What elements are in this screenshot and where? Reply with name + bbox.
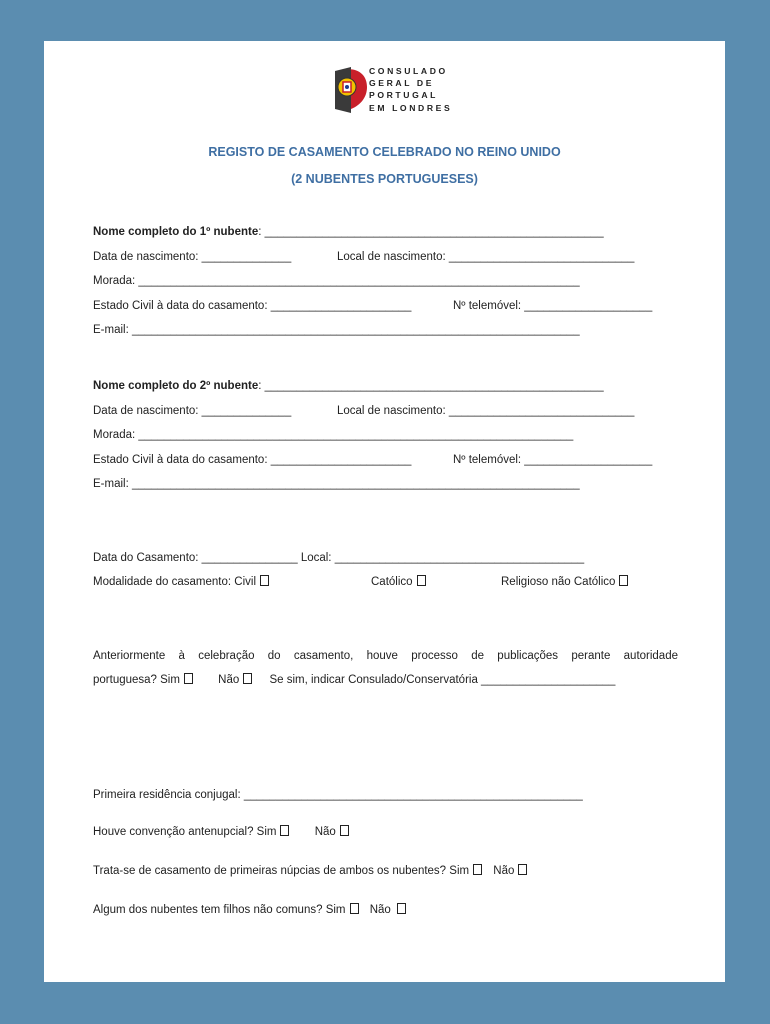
n1-name-label: Nome completo do 1º nubente: [93, 226, 259, 238]
children-yes-checkbox[interactable]: [350, 903, 359, 914]
n1-birth-row: [93, 249, 678, 265]
prenup-no-label: Não: [314, 826, 336, 838]
prenup-yes-label: Houve convenção antenupcial? Sim: [93, 826, 277, 838]
marriage-place-field[interactable]: Local: _______________________________________: [300, 552, 585, 564]
publications-no-checkbox[interactable]: [243, 673, 252, 684]
publications-yes-checkbox[interactable]: [184, 673, 193, 684]
prenup-no-checkbox[interactable]: [340, 825, 349, 836]
religious-label: Religioso não Católico: [501, 576, 616, 588]
n1-email-field[interactable]: E-mail: ______________________________________________________________________: [93, 324, 580, 336]
n1-pob-field[interactable]: Local de nascimento: _____________________________: [337, 251, 635, 263]
n2-phone-field[interactable]: Nº telemóvel: ____________________: [453, 454, 653, 466]
n2-name-label: Nome completo do 2º nubente: [93, 380, 259, 392]
publications-no-label: Não: [218, 674, 240, 686]
consulate-field[interactable]: Se sim, indicar Consulado/Conservatória _____________________: [269, 674, 616, 686]
marriage-type-row: [93, 574, 678, 590]
n2-pob-field[interactable]: Local de nascimento: _____________________________: [337, 405, 635, 417]
children-no-label: Não: [369, 904, 391, 916]
n2-birth-row: [93, 403, 678, 419]
n1-civil-field[interactable]: Estado Civil à data do casamento: ______________________: [93, 300, 412, 312]
first-yes-label: Trata-se de casamento de primeiras núpcias de ambos os nubentes? Sim: [93, 865, 470, 877]
consulate-logo: [329, 65, 469, 117]
n1-name-field[interactable]: Nome completo do 1º nubente: _____________________________________________________: [93, 226, 604, 238]
catholic-label: Católico: [371, 576, 413, 588]
portugal-coat-of-arms-icon: [329, 65, 369, 115]
n1-address-field[interactable]: Morada: _____________________________________________________________________: [93, 275, 580, 287]
marriage-date-row: [93, 550, 678, 566]
publications-question: Anteriormente à celebração do casamento, houve processo de publicações perante autoridade: [93, 650, 678, 662]
marriage-date-field[interactable]: Data do Casamento: _______________: [93, 552, 298, 564]
first-no-label: Não: [493, 865, 515, 877]
children-yes-label: Algum dos nubentes tem filhos não comuns? Sim: [93, 904, 346, 916]
form-title: REGISTO DE CASAMENTO CELEBRADO NO REINO UNIDO: [208, 145, 561, 159]
prenup-yes-checkbox[interactable]: [280, 825, 289, 836]
civil-label: Modalidade do casamento: Civil: [93, 576, 257, 588]
n2-civil-field[interactable]: Estado Civil à data do casamento: ______________________: [93, 454, 412, 466]
form-page: [44, 41, 725, 982]
children-row: [93, 902, 678, 918]
n1-dob-field[interactable]: Data de nascimento: ______________: [93, 251, 292, 263]
form-subtitle: (2 NUBENTES PORTUGUESES): [291, 172, 478, 186]
first-marriage-row: [93, 863, 678, 879]
first-yes-checkbox[interactable]: [473, 864, 482, 875]
publications-answer-row: [93, 672, 678, 688]
children-no-checkbox[interactable]: [397, 903, 406, 914]
residence-field[interactable]: Primeira residência conjugal: _____________________________________________________: [93, 789, 583, 801]
n2-email-field[interactable]: E-mail: ______________________________________________________________________: [93, 478, 580, 490]
first-no-checkbox[interactable]: [518, 864, 527, 875]
prenup-row: [93, 824, 678, 840]
n2-dob-field[interactable]: Data de nascimento: ______________: [93, 405, 292, 417]
n2-name-field[interactable]: Nome completo do 2º nubente: _____________________________________________________: [93, 380, 604, 392]
n2-civil-row: [93, 452, 678, 468]
n2-address-field[interactable]: Morada: ____________________________________________________________________: [93, 429, 574, 441]
religious-checkbox[interactable]: [619, 575, 628, 586]
n1-phone-field[interactable]: Nº telemóvel: ____________________: [453, 300, 653, 312]
catholic-checkbox[interactable]: [417, 575, 426, 586]
civil-checkbox[interactable]: [260, 575, 269, 586]
n1-civil-row: [93, 298, 678, 314]
consulate-name: CONSULADO GERAL DE PORTUGAL EM LONDRES: [369, 66, 453, 113]
publications-yes-label: portuguesa? Sim: [93, 674, 180, 686]
